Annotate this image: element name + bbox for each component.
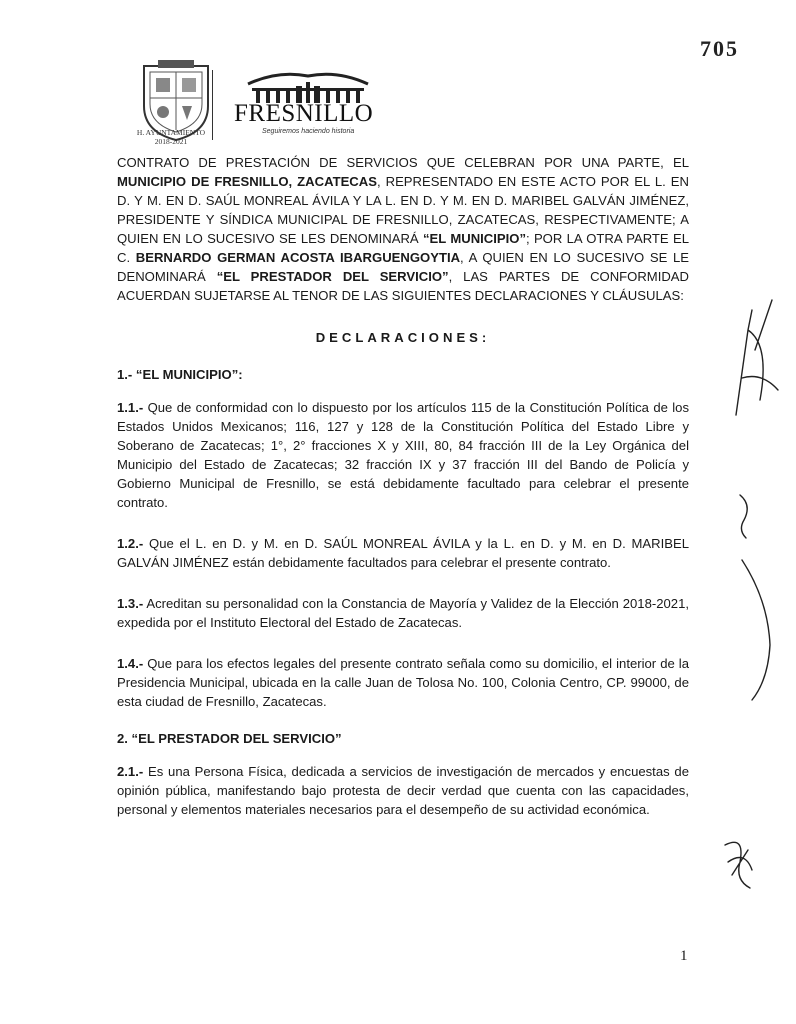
signature-mark-top	[736, 300, 778, 415]
brand-slogan: Seguiremos haciendo historia	[262, 128, 355, 135]
clause-text: Que el L. en D. y M. en D. SAÚL MONREAL ÁVILA y la L. en D. y M. en D. MARIBEL GALVÁN JIMÉNEZ están debidamente facultados para celebrar el presente contrato.	[117, 536, 689, 570]
clause-text: Que para los efectos legales del presente contrato señala como su domicilio, el interior de la Presidencia Municipal, ubicada en la calle Juan de Tolosa No. 100, Colonia Centro, CP. 99000, de esta ciudad de Fresnillo, Zacatecas.	[117, 656, 689, 709]
municipality-name: MUNICIPIO DE FRESNILLO, ZACATECAS	[117, 174, 377, 189]
intro-text-5: , LAS PARTES DE CONFORMIDAD ACUERDAN SUJETARSE AL TENOR DE LAS SIGUIENTES DECLARACIONES Y CLÁUSULAS:	[117, 269, 689, 303]
intro-text-4: , A QUIEN EN LO SUCESIVO SE LE DENOMINARÁ	[117, 250, 690, 284]
clause-text: Es una Persona Física, dedicada a servicios de investigación de mercados y encuestas de opinión pública, manifestando bajo protesta de decir verdad que cuenta con las capacidades, personal y elementos materiales necesarios para el desempeño de su actividad económica.	[117, 764, 689, 817]
clause-number: 1.3.-	[117, 596, 144, 611]
brand-name: FRESNILLO	[234, 100, 374, 127]
clause-number: 1.1.-	[117, 400, 144, 415]
page-number: 1	[680, 948, 688, 964]
clause-number: 1.2.-	[117, 536, 144, 551]
intro-text-2: , REPRESENTADO EN ESTE ACTO POR EL L. EN D. Y M. EN D. SAÚL MONREAL ÁVILA Y LA L. EN D. Y M. EN D. MARIBEL GALVÁN JIMÉNEZ, PRESIDENTE Y SÍNDICA MUNICIPAL DE FRESNILLO, ZACATECAS, RESPECTIVAMENTE; A QUIEN EN LO SUCESIVO SE LES DENOMINARÁ	[117, 174, 689, 246]
clause-number: 1.4.-	[117, 656, 144, 671]
signature-mark-long	[742, 560, 770, 700]
intro-text-1: CONTRATO DE PRESTACIÓN DE SERVICIOS QUE CELEBRAN POR UNA PARTE, EL	[117, 155, 689, 170]
clause-text: Que de conformidad con lo dispuesto por los artículos 115 de la Constitución Política de los Estados Unidos Mexicanos; 116, 127 y 128 de la Constitución Política del Estado Libre y Soberano de Zacatecas; 1°, 2° fracciones X y XIII, 80, 84 fracción III de la Ley Orgánica del Municipio del Estado de Zacatecas; 32 fracción IX y 37 fracción III del Bando de Policía y Gobierno Municipal de Fresnillo, se está debidamente facultado para celebrar el presente contrato.	[117, 400, 689, 510]
section-2-heading: 2. “EL PRESTADOR DEL SERVICIO”	[117, 731, 342, 746]
folio-stamp: 705	[700, 36, 739, 61]
declarations-title: DECLARACIONES:	[315, 330, 491, 345]
intro-text-3: ; POR LA OTRA PARTE EL C.	[117, 231, 689, 265]
seal-caption-line2: 2018-2021	[154, 137, 188, 146]
municipality-alias: “EL MUNICIPIO”	[422, 231, 526, 246]
initials-mark	[725, 842, 752, 888]
provider-name: BERNARDO GERMAN ACOSTA IBARGUENGOYTIA	[135, 250, 461, 265]
signature-mark-middle	[740, 495, 747, 538]
clause-text: Acreditan su personalidad con la Constancia de Mayoría y Validez de la Elección 2018-2021, expedida por el Instituto Electoral del Estado de Zacatecas.	[117, 596, 689, 630]
clause-number: 2.1.-	[117, 764, 144, 779]
section-1-heading: 1.- “EL MUNICIPIO”:	[117, 367, 243, 382]
seal-caption-line1: H. AYUNTAMIENTO	[136, 128, 206, 137]
provider-alias: “EL PRESTADOR DEL SERVICIO”	[216, 269, 449, 284]
